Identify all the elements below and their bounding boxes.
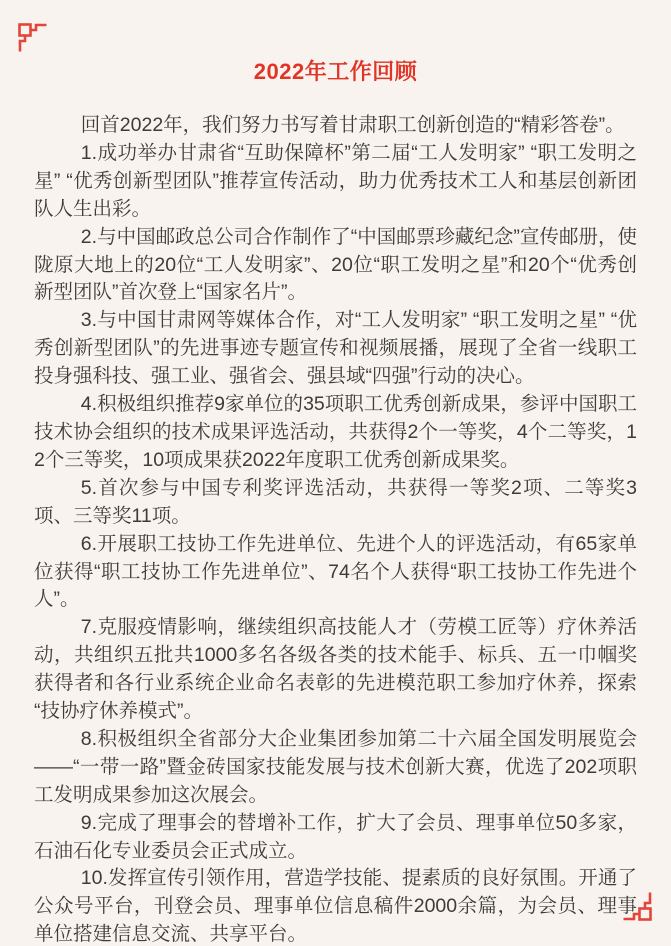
meander-corner-ornament-icon	[18, 23, 48, 57]
body-paragraph: 9.完成了理事会的替增补工作，扩大了会员、理事单位50多家，石油石化专业委员会正式成立。	[34, 811, 637, 862]
document-body	[34, 112, 637, 946]
body-paragraph: 回首2022年，我们努力书写着甘肃职工创新创造的“精彩答卷”。	[80, 114, 625, 136]
body-paragraph: 8.积极组织全省部分大企业集团参加第二十六届全国发明展览会——“一带一路”暨金砖国家技能发展与技术创新大赛，优选了202项职工发明成果参加这次展会。	[34, 727, 637, 806]
body-paragraph: 2.与中国邮政总公司合作制作了“中国邮票珍藏纪念”宣传邮册，使陇原大地上的20位“工人发明家”、20位“职工发明之星”和20个“优秀创新型团队”首次登上“国家名片”。	[34, 225, 637, 304]
body-paragraph: 4.积极组织推荐9家单位的35项职工优秀创新成果，参评中国职工技术协会组织的技术成果评选活动，共获得2个一等奖，4个二等奖，12个三等奖，10项成果获2022年度职工优秀创新成果奖。	[34, 393, 637, 471]
meander-corner-ornament-icon	[622, 887, 652, 921]
body-paragraph: 10.发挥宣传引领作用，营造学技能、提素质的良好氛围。开通了公众号平台，刊登会员、理事单位信息稿件2000余篇，为会员、理事单位搭建信息交流、共享平台。	[34, 867, 637, 946]
body-paragraph: 5.首次参与中国专利奖评选活动，共获得一等奖2项、二等奖3项、三等奖11项。	[34, 476, 637, 527]
body-paragraph: 7.克服疫情影响，继续组织高技能人才（劳模工匠等）疗休养活动，共组织五批共1000多名各级各类的技术能手、标兵、五一巾帼奖获得者和各行业系统企业命名表彰的先进模范职工参加疗休养，探索“技协疗休养模式”。	[34, 616, 637, 723]
body-paragraph: 6.开展职工技协工作先进单位、先进个人的评选活动，有65家单位获得“职工技协工作先进单位”、74名个人获得“职工技协工作先进个人”。	[34, 532, 637, 611]
page-title: 2022年工作回顾	[253, 59, 418, 84]
body-paragraph: 3.与中国甘肃网等媒体合作，对“工人发明家” “职工发明之星” “优秀创新型团队”的先进事迹专题宣传和视频展播，展现了全省一线职工投身强科技、强工业、强省会、强县域“四强”行动的决心。	[34, 309, 637, 388]
body-paragraph: 1.成功举办甘肃省“互助保障杯”第二届“工人发明家” “职工发明之星” “优秀创新型团队”推荐宣传活动，助力优秀技术工人和基层创新团队人生出彩。	[34, 141, 637, 220]
